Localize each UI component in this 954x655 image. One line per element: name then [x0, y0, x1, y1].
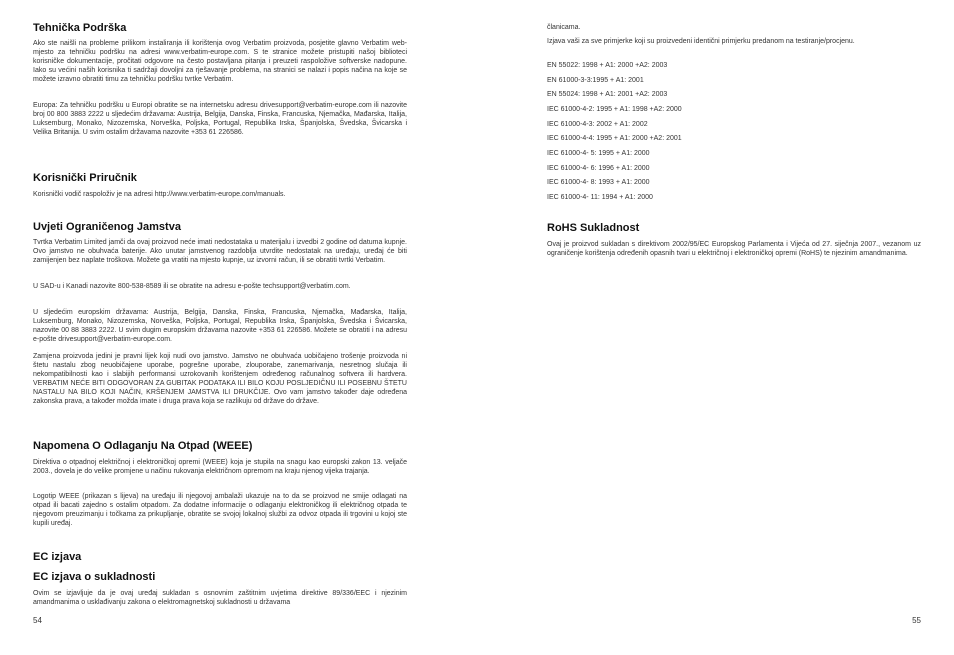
standard-item: IEC 61000-4- 6: 1996 + A1: 2000 [547, 165, 650, 172]
paragraph: U SAD-u i Kanadi nazovite 800-538-8589 ili se obratite na adresu e-pošte techsupport@verbatim.com. [33, 283, 351, 290]
standard-item: EN 55024: 1998 + A1: 2001 +A2: 2003 [547, 91, 668, 98]
paragraph: članicama. [547, 24, 581, 31]
paragraph: Ovim se izjavljuje da je ovaj uređaj sukladan s osnovnim zaštitnim uvjetima direktive 89/336/EEC i njezinim amandmanima o usklađivanju zakona o elektromagnetskoj sukladnosti u državama [33, 590, 407, 606]
standard-item: IEC 61000-4-4: 1995 + A1: 2000 +A2: 2001 [547, 135, 682, 142]
standard-item: EN 61000-3-3:1995 + A1: 2001 [547, 77, 644, 84]
paragraph: Europa: Za tehničku podršku u Europi obratite se na internetsku adresu drivesupport@verbatim-europe.com ili nazovite broj 00 800 3883 2222 u sljedećim državama: Austrija, Belgija, Danska, Finska, Francuska, Njemačka, Mađarska, Italija, Luksemburg, Monako, Nizozemska, Norveška, Poljska, Portugal, Republika Irska, Španjolska, Švedska, Švicarska i Velika Britanija. U svim ostalim državama nazovite +353 61 226586. [33, 102, 407, 136]
paragraph: Korisnički vodič raspoloživ je na adresi http://www.verbatim-europe.com/manuals. [33, 191, 286, 198]
paragraph: Ovaj je proizvod sukladan s direktivom 2002/95/EC Europskog Parlamenta i Vijeća od 27. siječnja 2007., vezanom uz ograničenje korištenja određenih opasnih tvari u električnoj i elektroničkoj opremi (RoHS) te njezinim amandmanima. [547, 241, 921, 257]
section-title-warranty: Uvjeti Ograničenog Jamstva [33, 221, 181, 233]
section-title-ec: EC izjava [33, 551, 82, 563]
standard-item: EN 55022: 1998 + A1: 2000 +A2: 2003 [547, 62, 668, 69]
paragraph: Tvrtka Verbatim Limited jamči da ovaj proizvod neće imati nedostataka u materijalu i izvedbi 2 godine od datuma kupnje. Ovo jamstvo ne obuhvaća baterije. Ako unutar jamstvenog razdoblja utvrdite nedostatak na uređaju, uređaj će biti zamijenjen bez naplate troškova. Možete ga vratiti na mjesto kupnje, uz izvorni račun, ili se obratiti tvrtki Verbatim. [33, 239, 407, 264]
standard-item: IEC 61000-4- 5: 1995 + A1: 2000 [547, 150, 650, 157]
page-number: 55 [912, 616, 921, 625]
standard-item: IEC 61000-4-3: 2002 + A1: 2002 [547, 121, 648, 128]
paragraph: Izjava vaši za sve primjerke koji su proizvedeni identični primjerku predanom na testiranje/procjenu. [547, 38, 855, 45]
paragraph: Zamjena proizvoda jedini je pravni lijek koji nudi ovo jamstvo. Jamstvo ne obuhvaća uobičajeno trošenje proizvoda ni štetu nastalu zbog neuobičajene uporabe, pogrešne uporabe, zlouporabe, zanemarivanja, nesretnog slučaja ili nekompatibilnosti kao i slabijih performansi uzrokovanih korištenjem određenog računalnog softvera ili hardvera. VERBATIM NEĆE BITI ODGOVORAN ZA GUBITAK PODATAKA ILI BILO KOJU POSLJEDIČNU ILI POSEBNU ŠTETU NASTALU NA BILO KOJI NAČIN, KRŠENJEM JAMSTVA ILI DRUKČIJE. Ovo vam jamstvo također daje određena zakonska prava, a također možda imate i druga prava koja se razlikuju od države do države. [33, 353, 407, 405]
page-number: 54 [33, 616, 42, 625]
paragraph: Ako ste naišli na probleme prilikom instaliranja ili korištenja ovog Verbatim proizvoda, posjetite glavno Verbatim web-mjesto za tehničku podršku na adresi www.verbatim-europe.com. S te stranice možete pristupiti našoj biblioteci korisničke dokumentacije, pročitati odgovore na često postavljana pitanja i preuzeti raspoložive softverske nadopune. Iako su većini naših korisnika ti sadržaji dovoljni za rješavanje problema, na stranici se nalazi i popis načina na koje se možete izravno obratiti timu za tehničku podršku tvrtke Verbatim. [33, 40, 407, 83]
standard-item: IEC 61000-4- 11: 1994 + A1: 2000 [547, 194, 653, 201]
paragraph: U sljedećim europskim državama: Austrija, Belgija, Danska, Finska, Francuska, Njemačka, Mađarska, Italija, Luksemburg, Monako, Nizozemska, Norveška, Poljska, Portugal, Republika Irska, Španjolska, Švedska i Švicarska, nazovite 00 88 3883 2222. U svim dugim europskim državama nazovite +353 61 226586. Možete se obratiti i na adresu e-pošte drivesupport@verbatim-europe.com. [33, 309, 407, 343]
section-title-technical-support: Tehnička Podrška [33, 22, 127, 34]
standard-item: IEC 61000-4-2: 1995 + A1: 1998 +A2: 2000 [547, 106, 682, 113]
section-title-rohs: RoHS Sukladnost [547, 222, 640, 234]
section-title-user-manual: Korisnički Priručnik [33, 172, 137, 184]
paragraph: Logotip WEEE (prikazan s lijeva) na uređaju ili njegovoj ambalaži ukazuje na to da se proizvod ne smije odlagati na otpad ili bacati zajedno s ostalim otpadom. Za dodatne informacije o odlaganju elektroničkog ili električnog otpada te njegovom preuzimanju i točkama za prikupljanje, obratite se svojoj lokalnoj službi za odvoz otpada ili trgovini u kojoj ste kupili uređaj. [33, 493, 407, 527]
standard-item: IEC 61000-4- 8: 1993 + A1: 2000 [547, 179, 650, 186]
paragraph: Direktiva o otpadnoj električnoj i elektroničkoj opremi (WEEE) koja je stupila na snagu kao europski zakon 13. veljače 2003., dovela je do velike promjene u načinu rukovanja električnom opremom na kraju njenog vijeka trajanja. [33, 459, 407, 475]
section-title-weee: Napomena O Odlaganju Na Otpad (WEEE) [33, 440, 253, 452]
section-title-ec-conformity: EC izjava o sukladnosti [33, 571, 156, 583]
